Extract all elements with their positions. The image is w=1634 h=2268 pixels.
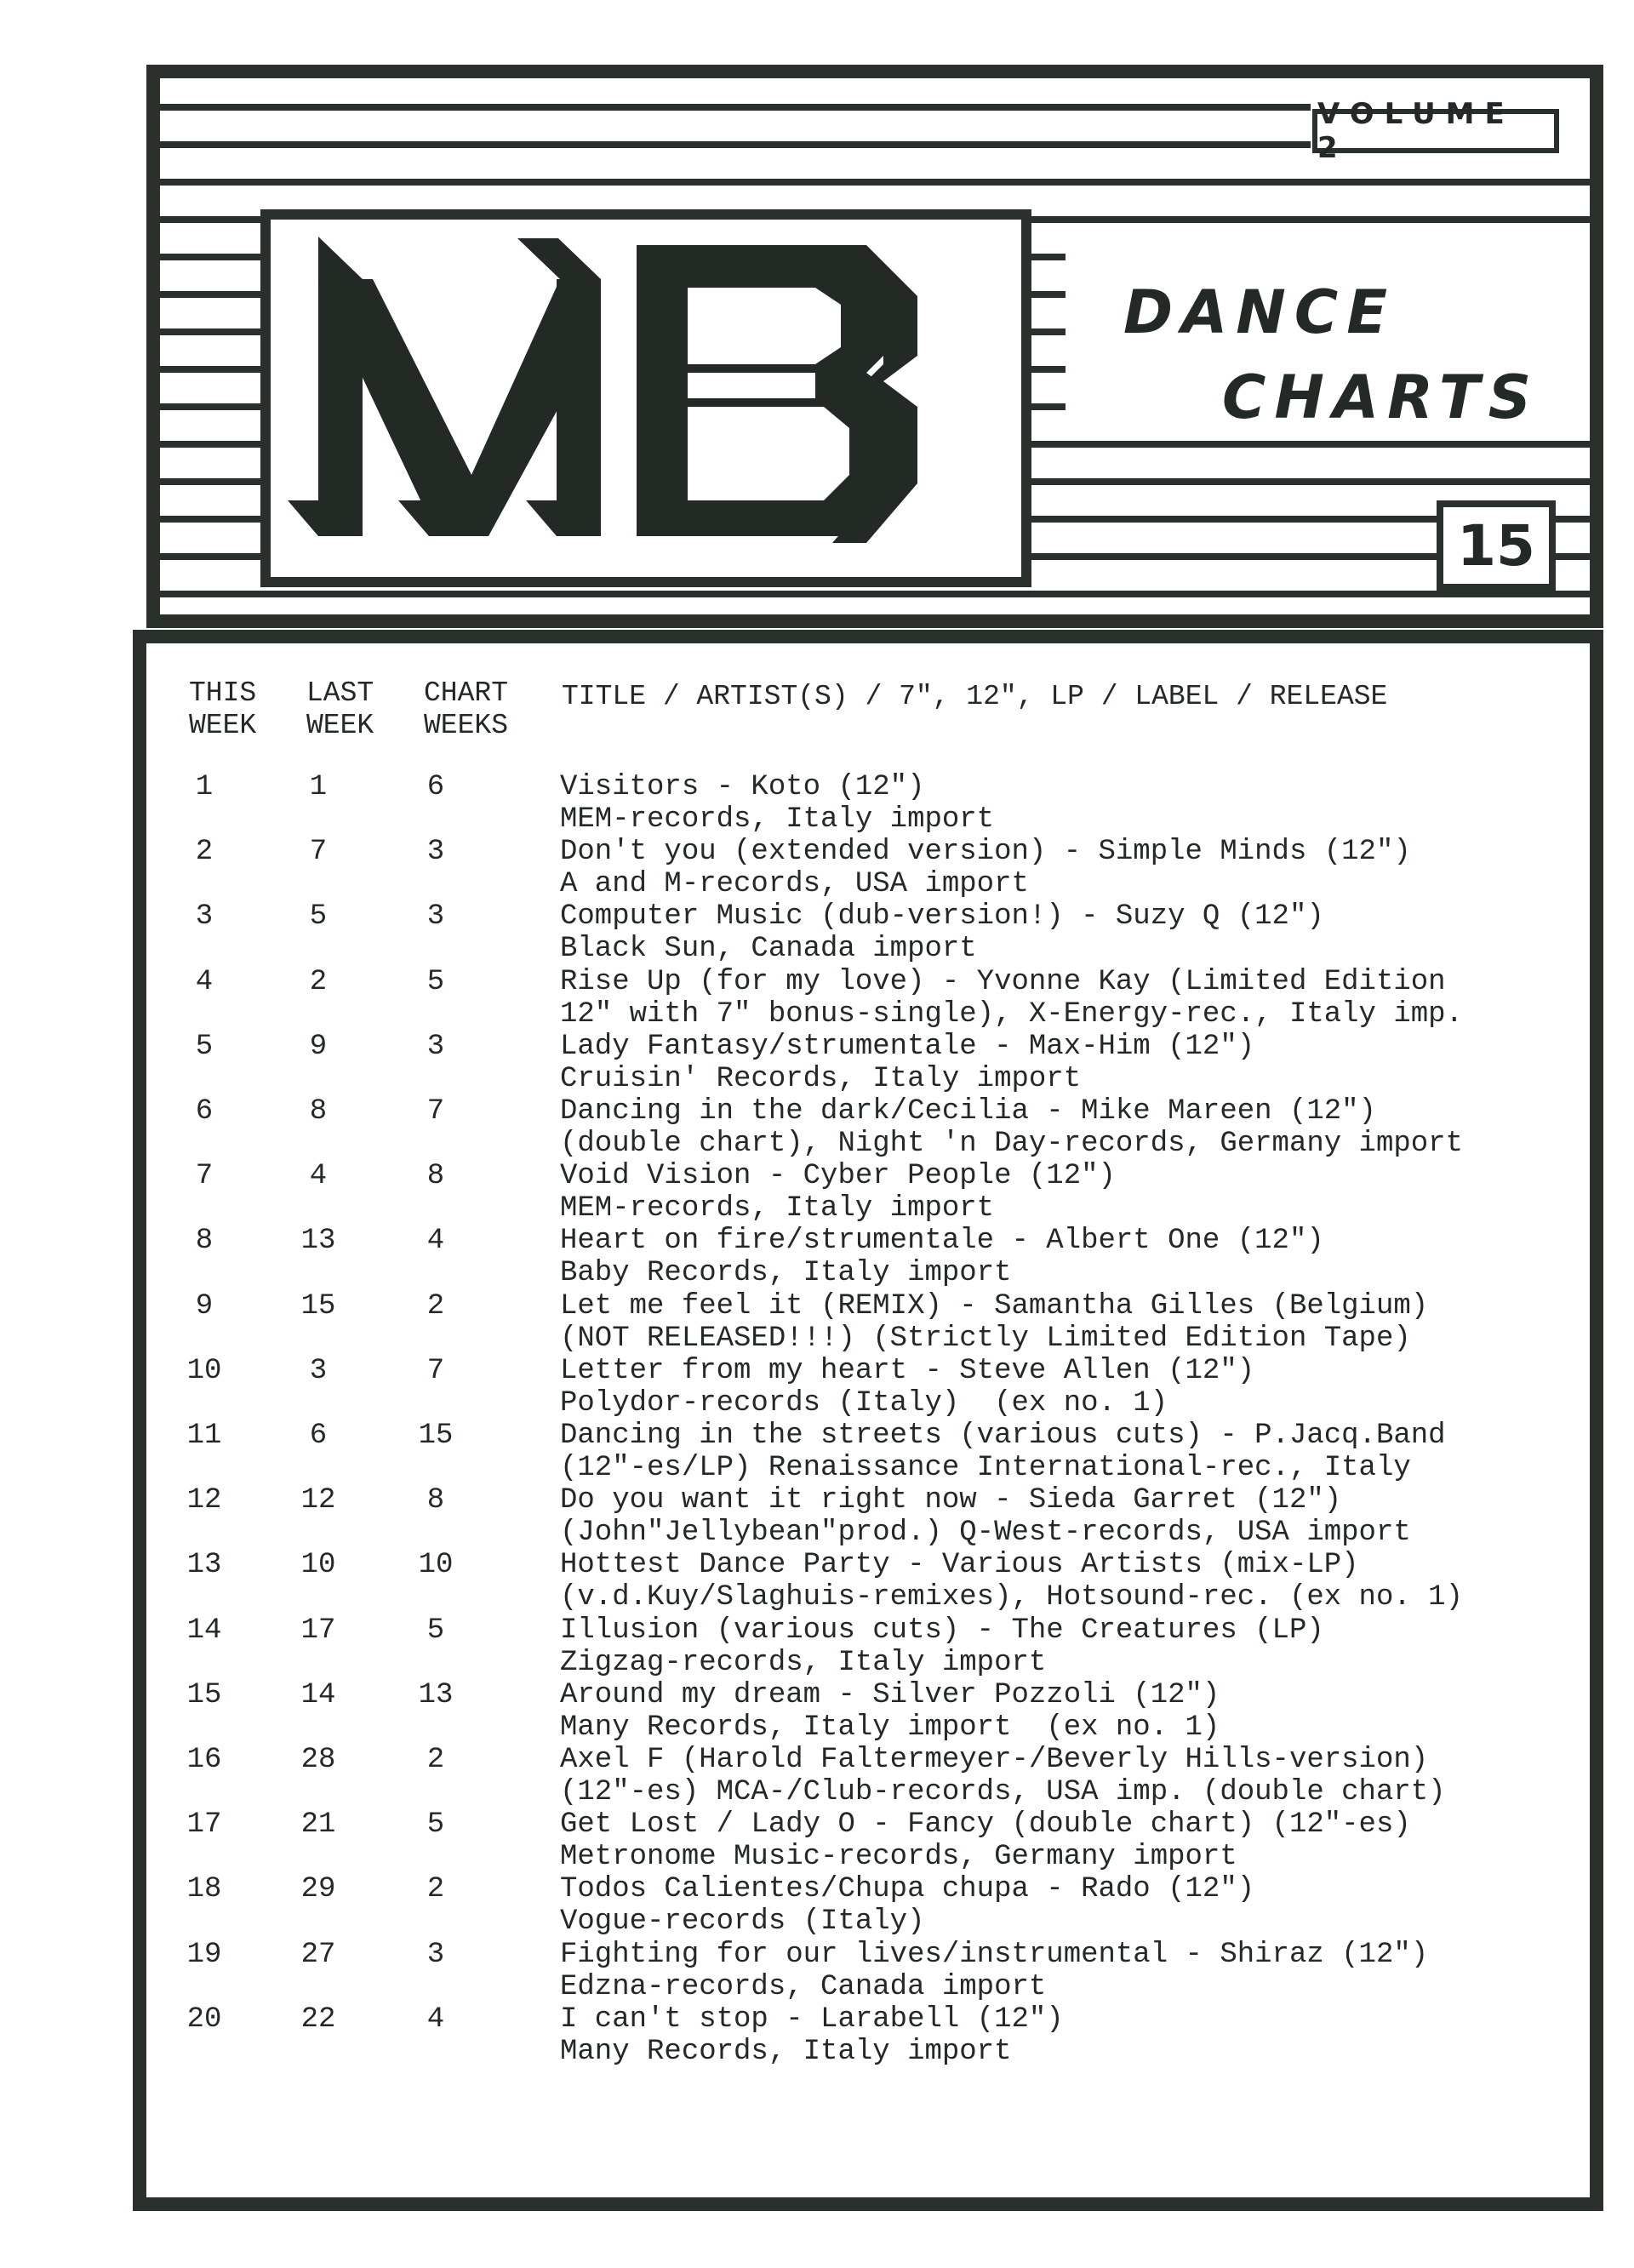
entry-title-artist: Hottest Dance Party - Various Artists (mix-LP) [560, 1549, 1359, 1582]
chart-weeks-count: 6 [426, 771, 445, 803]
chart-weeks-count: 4 [426, 2002, 445, 2036]
entry-label-release: MEM-records, Italy import [560, 1192, 995, 1225]
this-week-position: 7 [195, 1160, 214, 1193]
chart-weeks-count: 7 [426, 1354, 445, 1387]
entry-title-artist: Let me feel it (REMIX) - Samantha Gilles (Belgium) [560, 1289, 1429, 1323]
this-week-position: 12 [186, 1484, 222, 1517]
last-week-position: 10 [300, 1549, 336, 1582]
masthead-rule [160, 179, 1590, 186]
masthead-rule [1031, 403, 1066, 410]
masthead-rule [1031, 216, 1590, 223]
chart-entry [0, 1355, 1634, 1420]
chart-entry [0, 1420, 1634, 1484]
chart-entry [0, 1549, 1634, 1614]
last-week-position: 6 [309, 1420, 328, 1452]
masthead-rule [1031, 328, 1066, 335]
masthead-rule [160, 441, 260, 448]
last-week-position: 29 [300, 1873, 336, 1906]
this-week-position: 13 [186, 1549, 222, 1582]
entry-label-release: A and M-records, USA import [560, 868, 1029, 901]
last-week-position: 9 [309, 1030, 328, 1063]
last-week-position: 27 [300, 1938, 336, 1971]
masthead-rule [1031, 478, 1590, 485]
col-this-week: THIS WEEK [189, 677, 257, 741]
col-title: TITLE / ARTIST(S) / 7", 12", LP / LABEL / RELEASE [562, 681, 1388, 712]
this-week-position: 3 [195, 900, 214, 934]
chart-weeks-count: 8 [426, 1484, 445, 1517]
chart-entry [0, 1744, 1634, 1808]
this-week-position: 2 [195, 836, 214, 869]
entry-label-release: Many Records, Italy import (ex no. 1) [560, 1711, 1220, 1744]
entry-label-release: Many Records, Italy import [560, 2035, 1012, 2068]
entry-title-artist: Lady Fantasy/strumentale - Max-Him (12") [560, 1030, 1255, 1063]
last-week-position: 13 [300, 1225, 336, 1258]
entry-label-release: (John"Jellybean"prod.) Q-West-records, USA import [560, 1517, 1411, 1550]
chart-entry [0, 1679, 1634, 1744]
chart-weeks-count: 3 [426, 1030, 445, 1063]
col-last-week: LAST WEEK [306, 677, 374, 741]
last-week-position: 28 [300, 1744, 336, 1776]
masthead-rule [1031, 254, 1066, 260]
masthead-rule [160, 104, 1311, 111]
chart-entry [0, 1290, 1634, 1355]
issue-number: 15 [1437, 500, 1556, 591]
chart-entry [0, 1031, 1634, 1095]
entry-title-artist: Fighting for our lives/instrumental - Shiraz (12") [560, 1938, 1429, 1971]
chart-weeks-count: 2 [426, 1744, 445, 1776]
entry-label-release: (12"-es) MCA-/Club-records, USA imp. (double chart) [560, 1776, 1446, 1808]
entry-label-release: (NOT RELEASED!!!) (Strictly Limited Edition Tape) [560, 1322, 1411, 1355]
title-charts: CHARTS [1222, 363, 1540, 432]
this-week-position: 18 [186, 1873, 222, 1906]
chart-entry [0, 1160, 1634, 1225]
this-week-position: 4 [195, 965, 214, 998]
this-week-position: 11 [186, 1420, 222, 1452]
masthead-rule [160, 291, 260, 298]
entry-label-release: Zigzag-records, Italy import [560, 1646, 1047, 1679]
entry-label-release: Vogue-records (Italy) [560, 1905, 925, 1939]
masthead-rule [160, 254, 260, 260]
entry-title-artist: Visitors - Koto (12") [560, 771, 925, 803]
this-week-position: 17 [186, 1808, 222, 1842]
chart-weeks-count: 4 [426, 1225, 445, 1258]
entry-title-artist: Do you want it right now - Sieda Garret (12") [560, 1484, 1342, 1517]
masthead-rule [160, 591, 1590, 597]
this-week-position: 1 [195, 771, 214, 803]
this-week-position: 15 [186, 1678, 222, 1711]
entry-label-release: MEM-records, Italy import [560, 803, 995, 836]
last-week-position: 7 [309, 836, 328, 869]
chart-entry [0, 2003, 1634, 2068]
chart-entry [0, 1939, 1634, 2003]
last-week-position: 22 [300, 2002, 336, 2036]
chart-weeks-count: 3 [426, 836, 445, 869]
entry-label-release: (double chart), Night 'n Day-records, Germany import [560, 1128, 1463, 1160]
chart-weeks-count: 5 [426, 965, 445, 998]
chart-entry [0, 1808, 1634, 1873]
chart-entry [0, 966, 1634, 1031]
masthead-rule [160, 216, 260, 223]
entry-title-artist: Illusion (various cuts) - The Creatures (LP) [560, 1614, 1324, 1647]
entry-label-release: Polydor-records (Italy) (ex no. 1) [560, 1386, 1168, 1420]
last-week-position: 1 [309, 771, 328, 803]
chart-weeks-count: 5 [426, 1808, 445, 1842]
entry-title-artist: Axel F (Harold Faltermeyer-/Beverly Hills-version) [560, 1744, 1429, 1776]
entry-label-release: (12"-es/LP) Renaissance International-rec., Italy [560, 1452, 1411, 1484]
entry-title-artist: Computer Music (dub-version!) - Suzy Q (12") [560, 900, 1324, 934]
this-week-position: 6 [195, 1095, 214, 1128]
masthead-rule [1031, 516, 1437, 523]
chart-weeks-count: 3 [426, 900, 445, 934]
chart-weeks-count: 8 [426, 1160, 445, 1193]
entry-title-artist: Don't you (extended version) - Simple Minds (12") [560, 836, 1411, 869]
entry-label-release: Baby Records, Italy import [560, 1257, 1012, 1290]
chart-entry [0, 771, 1634, 836]
masthead-rule [160, 553, 260, 560]
entry-title-artist: Todos Calientes/Chupa chupa - Rado (12") [560, 1873, 1255, 1906]
masthead-rule [1031, 441, 1590, 448]
chart-entry [0, 1873, 1634, 1938]
entry-title-artist: Around my dream - Silver Pozzoli (12") [560, 1678, 1220, 1711]
masthead-rule [160, 141, 1311, 148]
entry-title-artist: Letter from my heart - Steve Allen (12") [560, 1354, 1255, 1387]
entry-label-release: Cruisin' Records, Italy import [560, 1062, 1082, 1095]
chart-entry [0, 1095, 1634, 1160]
chart-weeks-count: 10 [418, 1549, 454, 1582]
last-week-position: 4 [309, 1160, 328, 1193]
entry-title-artist: Void Vision - Cyber People (12") [560, 1160, 1116, 1193]
masthead-rule [160, 328, 260, 335]
chart-weeks-count: 15 [418, 1420, 454, 1452]
chart-weeks-count: 13 [418, 1678, 454, 1711]
this-week-position: 5 [195, 1030, 214, 1063]
entry-title-artist: Dancing in the streets (various cuts) - P.Jacq.Band [560, 1420, 1446, 1452]
chart-weeks-count: 2 [426, 1873, 445, 1906]
last-week-position: 14 [300, 1678, 336, 1711]
this-week-position: 19 [186, 1938, 222, 1971]
entry-title-artist: I can't stop - Larabell (12") [560, 2002, 1064, 2036]
chart-entry [0, 1225, 1634, 1289]
entry-label-release: Metronome Music-records, Germany import [560, 1841, 1237, 1874]
col-chart-weeks: CHART WEEKS [424, 677, 509, 741]
mb-logo [260, 209, 1031, 587]
masthead-rule [1031, 553, 1437, 560]
last-week-position: 21 [300, 1808, 336, 1842]
this-week-position: 9 [195, 1289, 214, 1323]
entry-title-artist: Get Lost / Lady O - Fancy (double chart) (12"-es) [560, 1808, 1411, 1842]
entry-title-artist: Rise Up (for my love) - Yvonne Kay (Limited Edition [560, 965, 1446, 998]
masthead-rule [1556, 516, 1590, 523]
masthead-rule [160, 516, 260, 523]
this-week-position: 8 [195, 1225, 214, 1258]
last-week-position: 12 [300, 1484, 336, 1517]
this-week-position: 20 [186, 2002, 222, 2036]
entry-label-release: 12" with 7" bonus-single), X-Energy-rec., Italy imp. [560, 997, 1463, 1031]
entry-title-artist: Heart on fire/strumentale - Albert One (12") [560, 1225, 1324, 1258]
this-week-position: 14 [186, 1614, 222, 1647]
entry-label-release: Edzna-records, Canada import [560, 1970, 1047, 2003]
chart-entry [0, 900, 1634, 965]
entry-label-release: (v.d.Kuy/Slaghuis-remixes), Hotsound-rec. (ex no. 1) [560, 1581, 1463, 1614]
title-dance: DANCE [1123, 277, 1397, 347]
chart-weeks-count: 2 [426, 1289, 445, 1323]
entry-label-release: Black Sun, Canada import [560, 933, 977, 966]
chart-entry [0, 1614, 1634, 1679]
chart-weeks-count: 5 [426, 1614, 445, 1647]
chart-weeks-count: 3 [426, 1938, 445, 1971]
last-week-position: 8 [309, 1095, 328, 1128]
last-week-position: 15 [300, 1289, 336, 1323]
chart-entry [0, 1484, 1634, 1549]
this-week-position: 16 [186, 1744, 222, 1776]
masthead-rule [160, 403, 260, 410]
entry-title-artist: Dancing in the dark/Cecilia - Mike Mareen (12") [560, 1095, 1376, 1128]
this-week-position: 10 [186, 1354, 222, 1387]
volume-label: VOLUME 2 [1312, 109, 1559, 153]
last-week-position: 2 [309, 965, 328, 998]
masthead-rule [160, 478, 260, 485]
last-week-position: 3 [309, 1354, 328, 1387]
masthead-rule [1556, 553, 1590, 560]
masthead-rule [1031, 291, 1066, 298]
masthead-rule [1031, 366, 1066, 373]
last-week-position: 5 [309, 900, 328, 934]
last-week-position: 17 [300, 1614, 336, 1647]
mb-logo-graphic [271, 220, 1021, 577]
chart-weeks-count: 7 [426, 1095, 445, 1128]
chart-entry [0, 836, 1634, 900]
masthead-rule [160, 366, 260, 373]
